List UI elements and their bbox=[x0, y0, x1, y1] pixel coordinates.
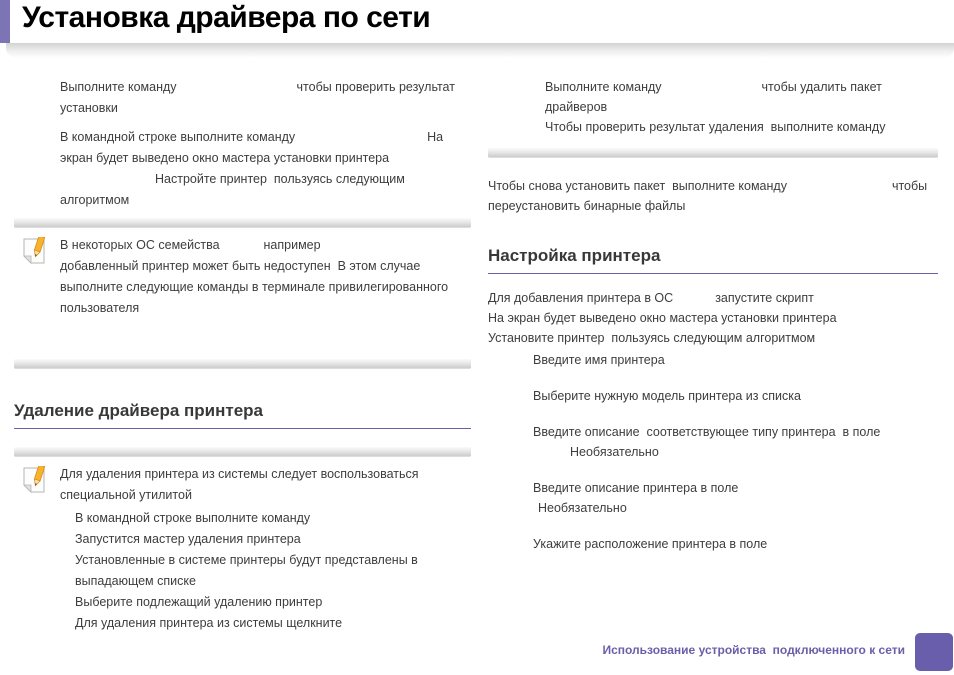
page-title: Установка драйвера по сети bbox=[22, 1, 431, 34]
text-line: На экран будет выведено окно мастера установки принтера bbox=[488, 311, 837, 325]
step bbox=[533, 478, 938, 518]
text-segment: В некоторых ОС семейства bbox=[60, 238, 220, 252]
right-column bbox=[488, 70, 938, 570]
paragraph bbox=[545, 77, 938, 137]
text-line: переустановить бинарные файлы bbox=[488, 199, 686, 213]
step-line: Необязательно bbox=[570, 445, 659, 459]
note-top-bar bbox=[14, 218, 471, 228]
text-segment: Чтобы снова установить пакет выполните команду bbox=[488, 179, 787, 193]
step-line: Укажите расположение принтера в поле bbox=[533, 537, 768, 551]
text-line: Настройте принтер пользуясь следующим bbox=[155, 172, 405, 186]
text-segment: Выполните команду bbox=[60, 80, 177, 94]
section-heading-driver-removal: Удаление драйвера принтера bbox=[14, 401, 471, 429]
note-content bbox=[14, 228, 471, 359]
page-number-box bbox=[915, 633, 953, 671]
note-box bbox=[14, 447, 471, 634]
text-segment: Выполните команду bbox=[545, 80, 662, 94]
text-segment: В командной строке выполните команду bbox=[60, 130, 296, 144]
paragraph bbox=[488, 176, 938, 216]
paragraph bbox=[60, 127, 471, 211]
note-pencil-icon bbox=[22, 466, 48, 499]
step-line: Введите описание принтера в поле bbox=[533, 481, 739, 495]
text-segment: запустите скрипт bbox=[715, 291, 814, 305]
text-line bbox=[488, 176, 938, 196]
step-line: В командной строке выполните команду bbox=[75, 511, 311, 525]
step-line: Введите описание соответствующее типу принтера в поле bbox=[533, 425, 881, 439]
footer-chapter-label: Использование устройства подключенного к сети bbox=[602, 643, 905, 657]
step-line: Введите имя принтера bbox=[533, 353, 665, 367]
text-line: экран будет выведено окно мастера установки принтера bbox=[60, 151, 390, 165]
text-segment: чтобы удалить пакет bbox=[761, 80, 882, 94]
section-heading-printer-setup: Настройка принтера bbox=[488, 246, 938, 274]
title-accent-bar bbox=[0, 0, 10, 43]
text-line: Для удаления принтера из системы следует воспользоваться bbox=[60, 467, 419, 481]
step bbox=[533, 350, 938, 370]
text-line: пользователя bbox=[60, 301, 140, 315]
step bbox=[533, 386, 938, 406]
step bbox=[533, 422, 938, 462]
step-line: Выберите нужную модель принтера из списка bbox=[533, 389, 801, 403]
substeps bbox=[75, 508, 471, 634]
note-box bbox=[14, 218, 471, 369]
text-line: Чтобы проверить результат удаления выполните команду bbox=[545, 120, 886, 134]
text-line: добавленный принтер может быть недоступен В этом случае bbox=[60, 259, 421, 273]
text-line: драйверов bbox=[545, 100, 608, 114]
note-content bbox=[14, 457, 471, 634]
text-segment: На bbox=[427, 130, 444, 144]
step-line: Необязательно bbox=[538, 501, 627, 515]
text-line: установки bbox=[60, 101, 118, 115]
paragraph bbox=[488, 288, 938, 348]
step-line: Установленные в системе принтеры будут представлены в bbox=[75, 553, 418, 567]
note-top-bar bbox=[14, 447, 471, 457]
step-line: Для удаления принтера из системы щелкните bbox=[75, 616, 343, 630]
note-pencil-icon bbox=[22, 237, 48, 270]
step bbox=[533, 534, 938, 554]
note-bottom-bar bbox=[14, 359, 471, 369]
text-line bbox=[545, 77, 938, 97]
divider-bar bbox=[488, 148, 938, 158]
text-line bbox=[60, 77, 471, 98]
setup-steps bbox=[533, 350, 938, 554]
paragraph bbox=[60, 77, 471, 119]
text-line bbox=[60, 235, 471, 256]
text-line: алгоритмом bbox=[60, 193, 130, 207]
text-line: Установите принтер пользуясь следующим алгоритмом bbox=[488, 331, 816, 345]
header-shadow bbox=[6, 43, 954, 58]
text-line bbox=[60, 127, 471, 148]
text-segment: чтобы bbox=[891, 179, 928, 193]
left-column bbox=[14, 70, 471, 634]
text-segment: чтобы проверить результат bbox=[296, 80, 455, 94]
step-line: Запустится мастер удаления принтера bbox=[75, 532, 301, 546]
text-line bbox=[488, 288, 938, 308]
text-segment: Для добавления принтера в ОС bbox=[488, 291, 674, 305]
text-line: специальной утилитой bbox=[60, 488, 192, 502]
text-line: выполните следующие команды в терминале привилегированного bbox=[60, 280, 449, 294]
text-segment: например bbox=[263, 238, 321, 252]
step-line: Выберите подлежащий удалению принтер bbox=[75, 595, 323, 609]
step-line: выпадающем списке bbox=[75, 574, 196, 588]
